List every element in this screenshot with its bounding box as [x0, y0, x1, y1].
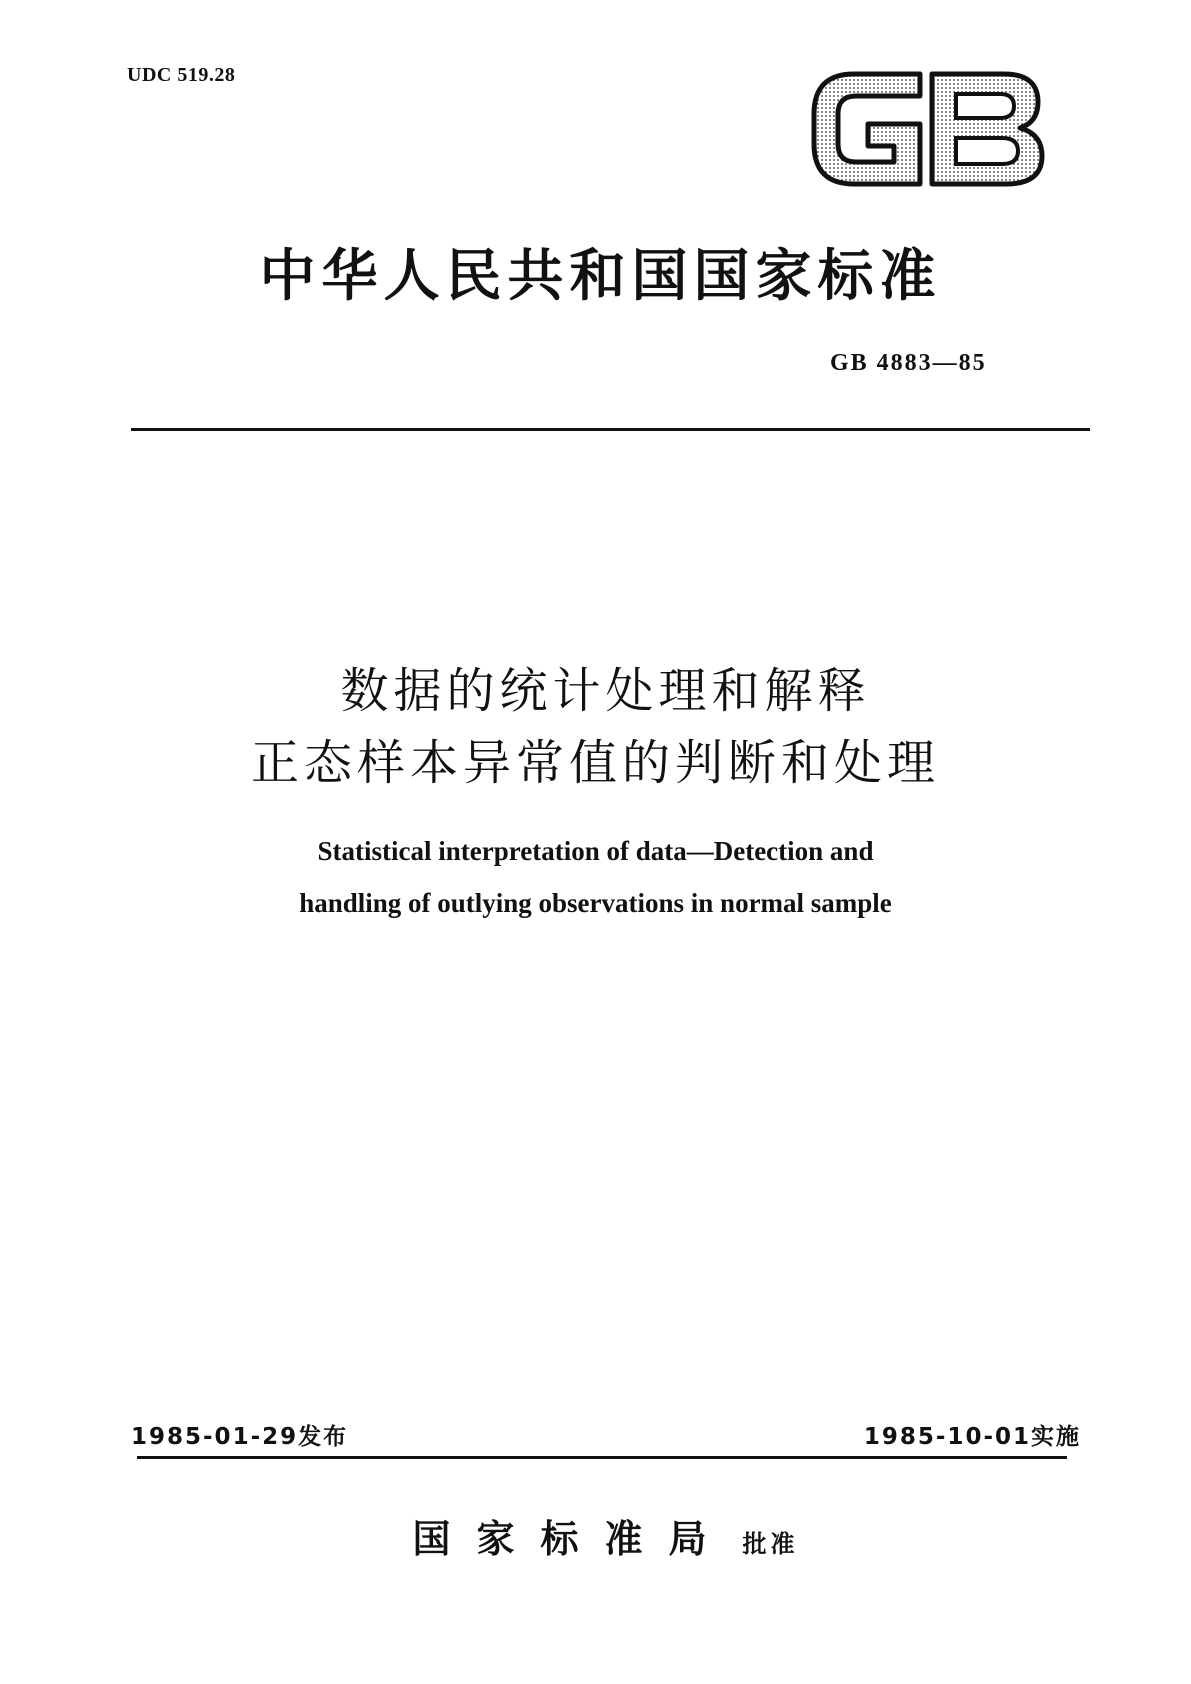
top-divider — [131, 428, 1090, 431]
implementation-date: 1985-10-01实施 — [863, 1424, 1081, 1450]
gb-logo — [808, 70, 1046, 188]
title-en-line2: handling of outlying observations in normal sample — [299, 888, 892, 918]
issue-date: 1985-01-29发布 — [131, 1424, 349, 1450]
approve-label: 批准 — [742, 1530, 799, 1558]
title-cn-line2: 正态样本异常值的判断和处理 — [250, 735, 940, 791]
standard-number: GB 4883—85 — [830, 350, 987, 376]
authority-name: 国家标准局 — [412, 1517, 733, 1561]
org-title: 中华人民共和国国家标准 — [259, 244, 942, 309]
authority-line — [0, 1508, 1191, 1563]
title-cn-line1: 数据的统计处理和解释 — [340, 663, 871, 719]
udc-code: UDC 519.28 — [127, 64, 236, 86]
bottom-divider — [137, 1456, 1067, 1459]
title-en-line1: Statistical interpretation of data—Detection and — [317, 836, 874, 866]
